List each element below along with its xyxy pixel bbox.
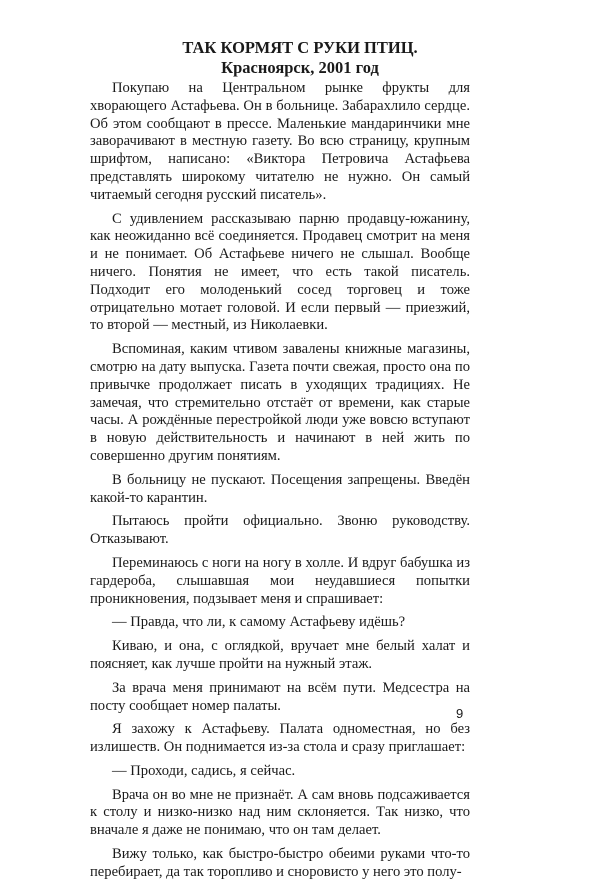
paragraph: Вижу только, как быстро-быстро обеими руками что-то перебирает, да так торопливо и сноровисто у него это полу-: [90, 846, 470, 880]
paragraph: Киваю, и она, с оглядкой, вручает мне белый халат и поясняет, как лучше пройти на нужный этаж.: [90, 638, 470, 672]
paragraph: В больницу не пускают. Посещения запрещены. Введён какой-то карантин.: [90, 471, 470, 506]
paragraph: Пытаюсь пройти официально. Звоню руководству. Отказывают.: [90, 513, 470, 548]
page-number: 9: [456, 706, 464, 721]
paragraph: Врача он во мне не признаёт. А сам вновь подсаживается к столу и низко-низко над ним склоняется. Так низко, что вначале я даже не понимаю, что он там делает.: [90, 786, 470, 839]
body-text: [90, 80, 470, 888]
paragraph: Покупаю на Центральном рынке фрукты для хворающего Астафьева. Он в больнице. Забарахлило сердце. Об этом сообщают в прессе. Маленькие мандаринчики мне заворачивают в местную газету. Во всю страницу, крупным шрифтом, написано: «Виктора Петровича Астафьева представлять широкому читателю не нужно. Он самый читаемый сегодня русский писатель».: [90, 80, 470, 203]
paragraph: — Правда, что ли, к самому Астафьеву идёшь?: [112, 614, 406, 631]
paragraph: С удивлением рассказываю парню продавцу-южанину, как неожиданно всё соединяется. Продавец смотрит на меня и не понимает. Об Астафьеве ничего не слышал. Вообще ничего. Понятия не имеет, что есть такой писатель. Подходит его молоденький сосед торговец и тоже отрицательно мотает головой. И если первый — приезжий, то второй — местный, из Николаевки.: [90, 210, 470, 334]
paragraph: За врача меня принимают на всём пути. Медсестра на посту сообщает номер палаты.: [90, 679, 470, 714]
paragraph: Переминаюсь с ноги на ногу в холле. И вдруг бабушка из гардероба, слышавшая мои неудавшиеся попытки проникновения, подзывает меня и спрашивает:: [90, 554, 470, 607]
paragraph: Вспоминая, каким чтивом завалены книжные магазины, смотрю на дату выпуска. Газета почти свежая, просто она по привычке продолжает писать в уходящих традициях. Не замечая, что стремительно отстаёт от времени, как старые часы. А рождённые перестройкой люди уже вовсю вступают в новую действительность и начинают в ней жить по совершенно другим понятиям.: [90, 341, 470, 464]
chapter-title: ТАК КОРМЯТ С РУКИ ПТИЦ.: [182, 38, 418, 57]
paragraph: Я захожу к Астафьеву. Палата одноместная, но без излишеств. Он поднимается из-за стола и сразу приглашает:: [90, 721, 470, 756]
chapter-subtitle: Красноярск, 2001 год: [221, 58, 379, 77]
chapter-header: [0, 38, 600, 78]
paragraph: — Проходи, садись, я сейчас.: [112, 762, 296, 779]
